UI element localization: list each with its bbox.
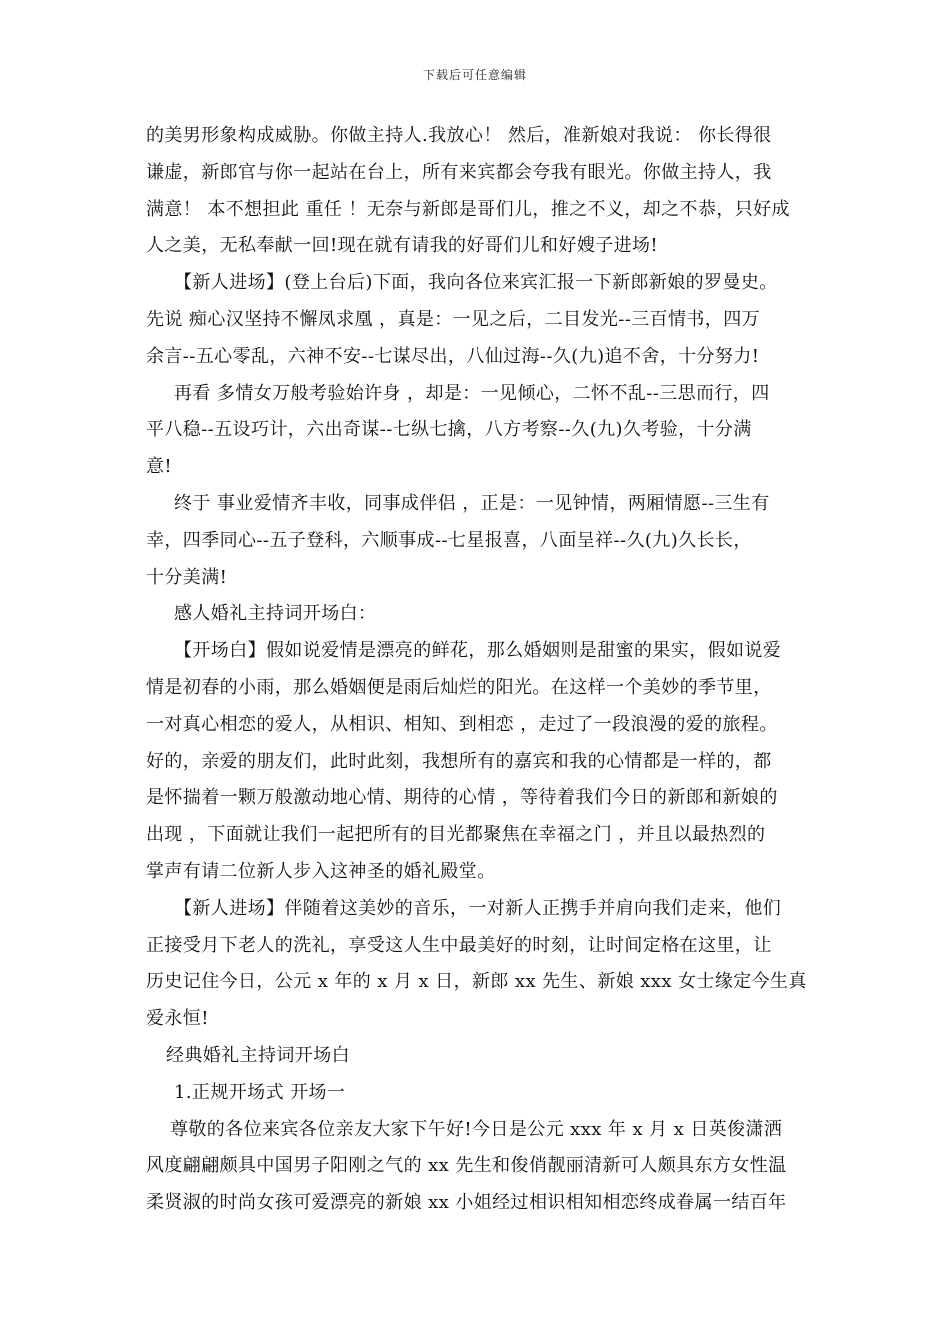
- text-line: 是怀揣着一颗万般激动地心情、期待的心情 ，等待着我们今日的新郎和新娘的: [146, 787, 778, 809]
- text-line: 满意！ 本不想担此 重任 ！无奈与新郎是哥们儿，推之不义，却之不恭，只好成: [146, 198, 790, 220]
- paragraph-start-line: 再看 多情女万般考验始许身 ，却是：一见倾心，二怀不乱--三思而行，四: [174, 382, 770, 404]
- text-line: 谦虚，新郎官与你一起站在台上，所有来宾都会夸我有眼光。你做主持人，我: [146, 161, 772, 183]
- subsection-heading: 1.正规开场式 开场一: [174, 1081, 346, 1103]
- paragraph-start-line: 【新人进场】伴随着这美妙的音乐，一对新人正携手并肩向我们走来，他们: [174, 897, 782, 919]
- text-line: 爱永恒!: [146, 1008, 209, 1030]
- text-line: 出现 ，下面就让我们一起把所有的目光都聚焦在幸福之门 ，并且以最热烈的: [146, 824, 766, 846]
- paragraph-start-line: 【开场白】假如说爱情是漂亮的鲜花，那么婚姻则是甜蜜的果实，假如说爱: [174, 640, 782, 662]
- paragraph-start-line: 【新人进场】(登上台后)下面，我向各位来宾汇报一下新郎新娘的罗曼史。: [174, 272, 778, 294]
- text-line: 掌声有请二位新人步入这神圣的婚礼殿堂。: [146, 860, 496, 882]
- text-line: 历史记住今日，公元 x 年的 x 月 x 日，新郎 xx 先生、新娘 xxx 女士缘定今生真: [146, 971, 807, 993]
- text-line: 幸，四季同心--五子登科，六顺事成--七星报喜，八面呈祥--久(九)久长长，: [146, 529, 752, 551]
- text-line: 意!: [146, 456, 173, 478]
- section-heading: 经典婚礼主持词开场白: [166, 1044, 350, 1066]
- document-body: [146, 118, 808, 1222]
- paragraph-start-line: 尊敬的各位来宾各位亲友大家下午好!今日是公元 xxx 年 x 月 x 日英俊潇洒: [170, 1118, 783, 1140]
- text-line: 的美男形象构成威胁。你做主持人.我放心！ 然后，准新娘对我说： 你长得很: [146, 125, 772, 146]
- text-line: 余言--五心零乱，六神不安--七谋尽出，八仙过海--久(九)追不舍，十分努力!: [146, 345, 760, 367]
- text-line: 人之美，无私奉献一回!现在就有请我的好哥们儿和好嫂子进场!: [146, 235, 659, 257]
- text-line: 柔贤淑的时尚女孩可爱漂亮的新娘 xx 小姐经过相识相知相恋终成眷属一结百年: [146, 1192, 787, 1214]
- text-line: 平八稳--五设巧计，六出奇谋--七纵七擒，八方考察--久(九)久考验，十分满: [146, 419, 752, 441]
- text-line: 情是初春的小雨，那么婚姻便是雨后灿烂的阳光。在这样一个美妙的季节里，: [146, 676, 772, 698]
- text-line: 正接受月下老人的洗礼，享受这人生中最美好的时刻，让时间定格在这里，让: [146, 934, 772, 956]
- text-line: 先说 痴心汉坚持不懈凤求凰 ，真是：一见之后，二目发光--三百情书，四万: [146, 308, 761, 330]
- paragraph-start-line: 终于 事业爱情齐丰收，同事成伴侣 ，正是：一见钟情，两厢情愿--三生有: [174, 492, 770, 514]
- text-line: 一对真心相恋的爱人，从相识、相知、到相恋 ，走过了一段浪漫的爱的旅程。: [146, 713, 778, 735]
- text-line: 十分美满!: [146, 566, 228, 588]
- text-line: 风度翩翩颇具中国男子阳刚之气的 xx 先生和俊俏靓丽清新可人颇具东方女性温: [146, 1155, 787, 1177]
- page-header: 下载后可任意编辑: [422, 68, 527, 82]
- text-line: 好的，亲爱的朋友们，此时此刻，我想所有的嘉宾和我的心情都是一样的，都: [146, 750, 772, 772]
- section-heading: 感人婚礼主持词开场白：: [174, 603, 377, 625]
